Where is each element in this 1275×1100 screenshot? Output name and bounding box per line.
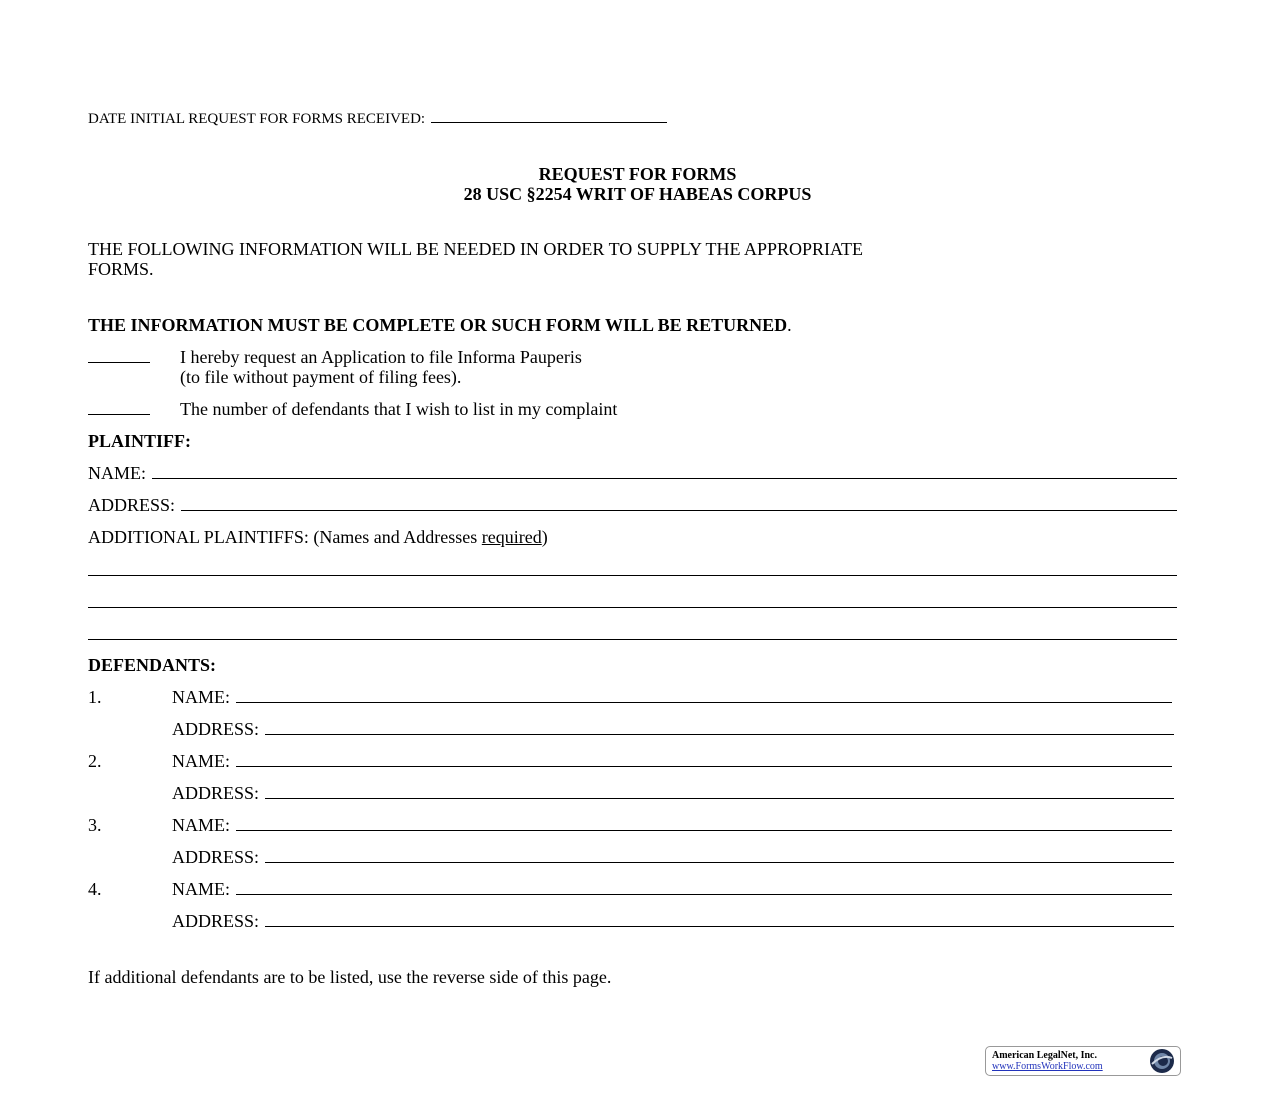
defendant-name-label: NAME: — [172, 879, 230, 899]
defendant-address-label: ADDRESS: — [172, 719, 260, 739]
footer-note: If additional defendants are to be listed, use the reverse side of this page. — [88, 967, 612, 987]
title-line-1: REQUEST FOR FORMS — [538, 164, 737, 184]
plaintiff-name-field[interactable] — [152, 462, 1177, 479]
date-received-field[interactable] — [431, 109, 667, 123]
ifp-option-subtext: (to file without payment of filing fees). — [180, 367, 462, 387]
defendant-2-address-field[interactable] — [265, 782, 1174, 799]
defendant-3-address-row — [172, 846, 1174, 868]
additional-plaintiffs-line-2[interactable] — [88, 607, 1177, 608]
defendant-1-name-row — [88, 686, 1172, 708]
plaintiff-heading: PLAINTIFF: — [88, 431, 191, 451]
plaintiff-address-row — [88, 494, 1177, 516]
defendant-number: 3. — [88, 815, 102, 835]
defendant-2-address-row — [172, 782, 1174, 804]
defendant-address-label: ADDRESS: — [172, 847, 260, 867]
defendant-4-address-row — [172, 910, 1174, 932]
defendant-1-address-field[interactable] — [265, 718, 1174, 735]
required-text: required — [481, 527, 542, 547]
ifp-checkbox-blank[interactable] — [88, 346, 150, 363]
defendant-name-label: NAME: — [172, 815, 230, 835]
defendant-name-label: NAME: — [172, 687, 230, 707]
defendant-3-name-row — [88, 814, 1172, 836]
logo-url-link[interactable]: www.FormsWorkFlow.com — [992, 1061, 1103, 1072]
warning-text: THE INFORMATION MUST BE COMPLETE OR SUCH FORM WILL BE RETURNED — [88, 315, 788, 335]
additional-plaintiffs-label: ADDITIONAL PLAINTIFFS: (Names and Addresses — [88, 527, 482, 547]
defendant-4-address-field[interactable] — [265, 910, 1174, 927]
defendant-count-blank[interactable] — [88, 398, 150, 415]
intro-line-1: THE FOLLOWING INFORMATION WILL BE NEEDED IN ORDER TO SUPPLY THE APPROPRIATE — [88, 239, 864, 259]
globe-logo-icon — [1147, 1048, 1177, 1074]
plaintiff-address-label: ADDRESS: — [88, 495, 176, 515]
warning-period: . — [787, 315, 792, 335]
title-line-2: 28 USC §2254 WRIT OF HABEAS CORPUS — [463, 184, 812, 204]
defendant-number: 2. — [88, 751, 102, 771]
logo-company: American LegalNet, Inc. — [992, 1050, 1097, 1061]
ifp-option-row — [88, 346, 1177, 368]
defendant-count-row — [88, 398, 1177, 420]
date-received-row — [88, 108, 667, 130]
defendant-4-name-row — [88, 878, 1172, 900]
defendant-1-address-row — [172, 718, 1174, 740]
defendant-4-name-field[interactable] — [236, 878, 1172, 895]
additional-plaintiffs-row — [88, 526, 1177, 548]
defendant-address-label: ADDRESS: — [172, 783, 260, 803]
intro-line-2: FORMS. — [88, 259, 154, 279]
defendant-2-name-row — [88, 750, 1172, 772]
plaintiff-address-field[interactable] — [181, 494, 1177, 511]
defendant-number: 4. — [88, 879, 102, 899]
date-received-label: DATE INITIAL REQUEST FOR FORMS RECEIVED: — [88, 111, 426, 127]
defendant-2-name-field[interactable] — [236, 750, 1172, 767]
closing-paren: ) — [541, 527, 548, 547]
additional-plaintiffs-line-3[interactable] — [88, 639, 1177, 640]
ifp-option-text: I hereby request an Application to file Informa Pauperis — [180, 347, 582, 367]
plaintiff-name-label: NAME: — [88, 463, 146, 483]
plaintiff-name-row — [88, 462, 1177, 484]
warning-row — [88, 314, 1177, 336]
defendant-name-label: NAME: — [172, 751, 230, 771]
defendant-3-address-field[interactable] — [265, 846, 1174, 863]
additional-plaintiffs-line-1[interactable] — [88, 575, 1177, 576]
defendant-1-name-field[interactable] — [236, 686, 1172, 703]
defendant-3-name-field[interactable] — [236, 814, 1172, 831]
american-legalnet-logo[interactable] — [985, 1046, 1181, 1076]
defendant-address-label: ADDRESS: — [172, 911, 260, 931]
defendant-number: 1. — [88, 687, 102, 707]
defendant-count-text: The number of defendants that I wish to list in my complaint — [180, 399, 618, 419]
defendants-heading: DEFENDANTS: — [88, 655, 217, 675]
